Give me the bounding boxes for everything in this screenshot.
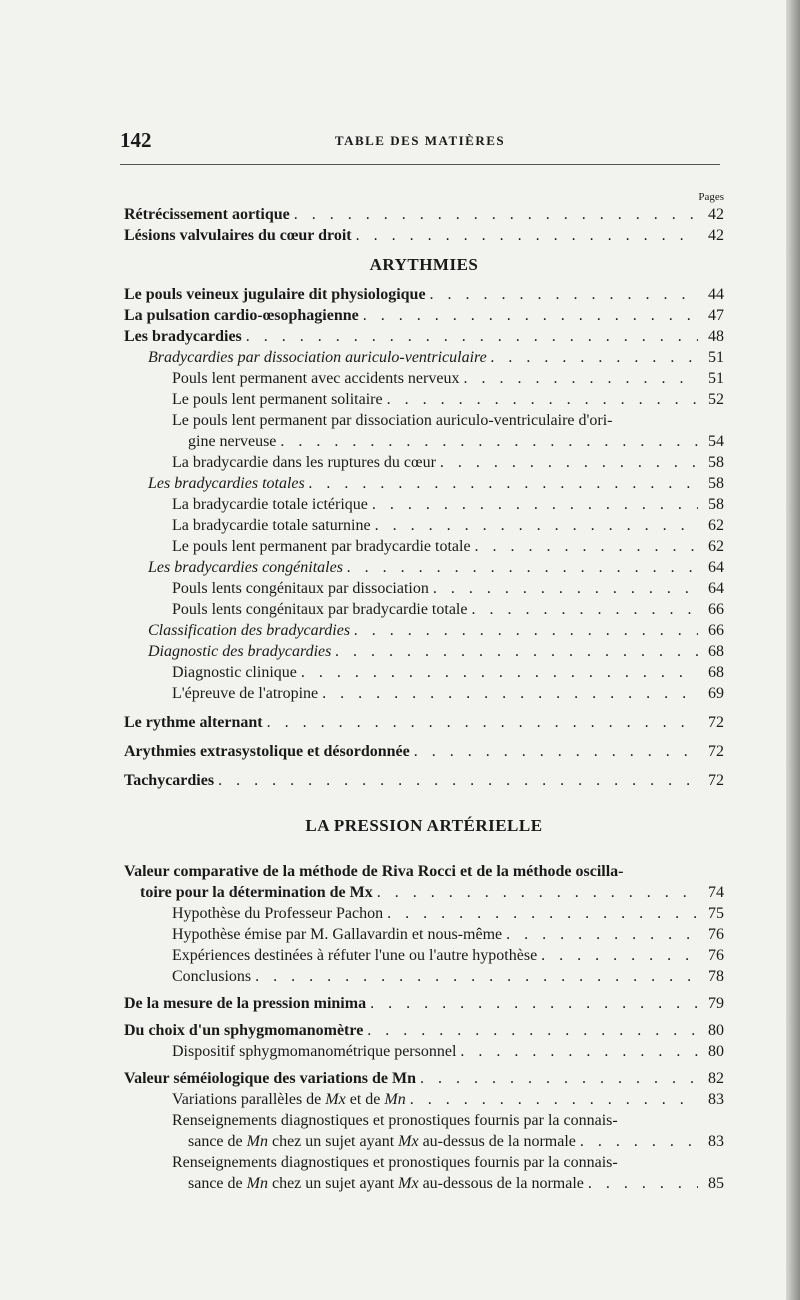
- header-rule: [120, 164, 720, 165]
- toc-entry: Le pouls lent permanent par dissociation auriculo-ventriculaire d'ori- gine nerveuse . . . 54: [124, 410, 724, 452]
- section-title-arythmies: ARYTHMIES: [369, 255, 479, 274]
- toc-entry: L'épreuve de l'atropine . . . 69: [124, 683, 724, 704]
- toc-entry: Hypothèse émise par M. Gallavardin et nous-même . . . 76: [124, 924, 724, 945]
- toc-entry: Diagnostic des bradycardies . . . 68: [124, 641, 724, 662]
- toc-entry: Le pouls lent permanent solitaire . . . 52: [124, 389, 724, 410]
- page-number: 142: [120, 128, 152, 152]
- toc-entry: Lésions valvulaires du cœur droit . . . 42: [124, 225, 724, 246]
- toc-entry: Le pouls veineux jugulaire dit physiologique . . . 44: [124, 284, 724, 305]
- toc-entry: Le rythme alternant . . . 72: [124, 712, 724, 733]
- toc-entry: Pouls lents congénitaux par bradycardie totale . . . 66: [124, 599, 724, 620]
- toc-entry: La bradycardie totale ictérique . . . 58: [124, 494, 724, 515]
- running-title: TABLE DES MATIÈRES: [334, 133, 506, 148]
- toc-entry: Valeur séméiologique des variations de Mn . . . 82: [124, 1068, 724, 1089]
- section-title-pression: LA PRESSION ARTÉRIELLE: [305, 816, 543, 835]
- toc-entry: Renseignements diagnostiques et pronostiques fournis par la connais- sance de Mn chez un sujet ayant Mx au-dessous de la normale . . . 85: [124, 1152, 724, 1194]
- toc-entry: Les bradycardies . . . 48: [124, 326, 724, 347]
- toc-entry: De la mesure de la pression minima . . . 79: [124, 993, 724, 1014]
- toc-entry: Conclusions . . . 78: [124, 966, 724, 987]
- toc-entry: Classification des bradycardies . . . 66: [124, 620, 724, 641]
- toc-entry: Expériences destinées à réfuter l'une ou l'autre hypothèse . . . 76: [124, 945, 724, 966]
- toc-entry: La bradycardie totale saturnine . . . 62: [124, 515, 724, 536]
- toc-entry: Pouls lent permanent avec accidents nerveux . . . 51: [124, 368, 724, 389]
- page-header: [120, 128, 720, 158]
- toc-entry: Pouls lents congénitaux par dissociation . . . 64: [124, 578, 724, 599]
- toc-entry: Rétrécissement aortique . . . 42: [124, 204, 724, 225]
- toc-entry: La bradycardie dans les ruptures du cœur . . . 58: [124, 452, 724, 473]
- toc-entry: Variations parallèles de Mx et de Mn . . . 83: [124, 1089, 724, 1110]
- toc-entry: Le pouls lent permanent par bradycardie totale . . . 62: [124, 536, 724, 557]
- toc-entry: Les bradycardies congénitales . . . 64: [124, 557, 724, 578]
- toc-entries: [124, 204, 724, 1194]
- toc-entry: Arythmies extrasystolique et désordonnée . . . 72: [124, 741, 724, 762]
- toc-entry: La pulsation cardio-œsophagienne . . . 47: [124, 305, 724, 326]
- pages-column-label: Pages: [698, 191, 724, 203]
- toc-entry: Du choix d'un sphygmomanomètre . . . 80: [124, 1020, 724, 1041]
- toc-entry: Bradycardies par dissociation auriculo-ventriculaire . . . 51: [124, 347, 724, 368]
- toc-entry: Dispositif sphygmomanométrique personnel . . . 80: [124, 1041, 724, 1062]
- toc-entry: Renseignements diagnostiques et pronostiques fournis par la connais- sance de Mn chez un sujet ayant Mx au-dessus de la normale . . . 83: [124, 1110, 724, 1152]
- toc-entry: Valeur comparative de la méthode de Riva Rocci et de la méthode oscilla- toire pour la détermination de Mx . . . 74: [124, 861, 724, 903]
- toc-entry: Hypothèse du Professeur Pachon . . . 75: [124, 903, 724, 924]
- toc-entry: Diagnostic clinique . . . 68: [124, 662, 724, 683]
- page-edge-shadow: [786, 0, 800, 1300]
- toc-entry: Les bradycardies totales . . . 58: [124, 473, 724, 494]
- toc-entry: Tachycardies . . . 72: [124, 770, 724, 791]
